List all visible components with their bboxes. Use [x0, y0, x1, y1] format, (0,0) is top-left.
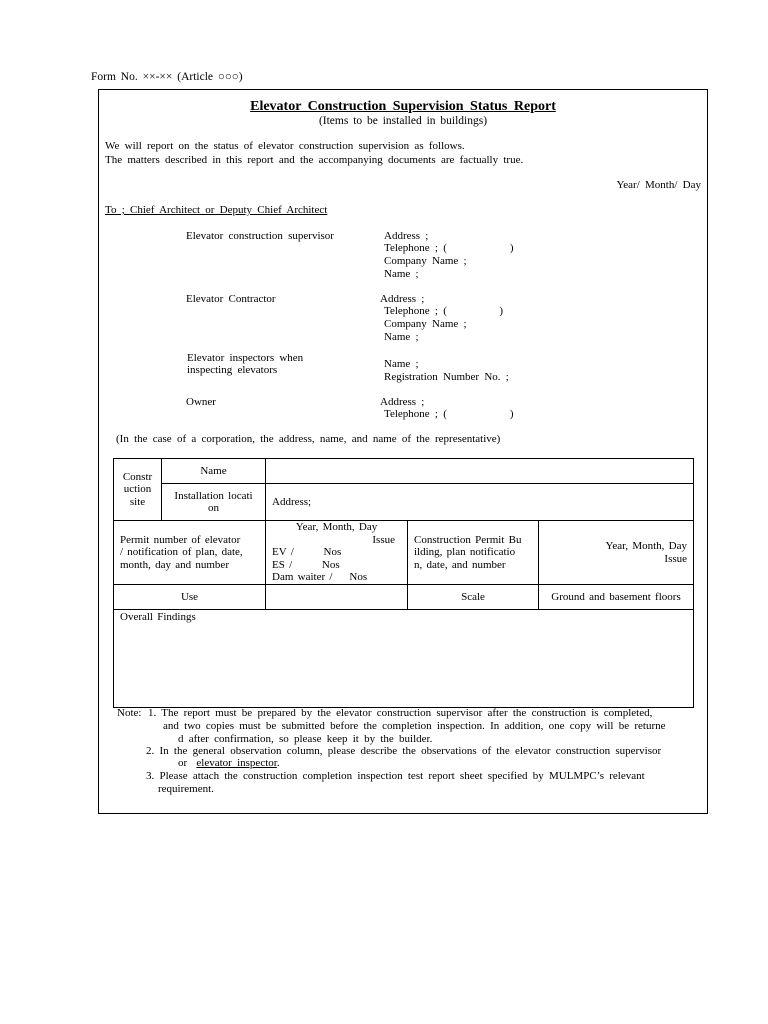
permit-date: Year, Month, Day — [295, 521, 378, 533]
addressee: To ; Chief Architect or Deputy Chief Architect — [105, 204, 328, 216]
report-date: Year/ Month/ Day — [616, 179, 701, 191]
es-count: ES / Nos — [272, 558, 340, 571]
intro-line-1: We will report on the status of elevator construction supervision as follows. — [105, 140, 465, 152]
cp-date: Year, Month, Day — [605, 540, 688, 552]
findings-label: Overall Findings — [120, 611, 196, 623]
scale-label-cell: Scale — [408, 585, 539, 610]
note-2-line-1: 2. In the general observation column, please describe the observations of the elevator construction supervisor — [146, 745, 662, 757]
contractor-label: Elevator Contractor — [186, 293, 276, 305]
note-3-line-2: requirement. — [158, 783, 214, 795]
note-2-period: . — [276, 757, 280, 769]
permit-details-cell[interactable] — [266, 521, 408, 585]
note-3-line-1: 3. Please attach the construction completion inspection test report sheet specified by MULMPC’s relevant — [146, 770, 645, 782]
supervisor-label: Elevator construction supervisor — [186, 230, 334, 242]
permit-issue: Issue — [372, 533, 395, 546]
cp-issue: Issue — [664, 552, 688, 565]
site-info-table — [113, 458, 694, 708]
owner-address: Address ; — [380, 396, 425, 408]
findings-cell[interactable] — [114, 610, 694, 708]
inspector-registration: Registration Number No. ; — [384, 371, 509, 383]
contractor-name: Name ; — [384, 331, 419, 343]
contractor-address: Address ; — [380, 293, 425, 305]
note-1-line-1: 1. The report must be prepared by the elevator construction supervisor after the construction is completed, — [148, 707, 653, 719]
inspector-label-line-1: Elevator inspectors when — [187, 352, 304, 364]
construction-permit-label-cell: Construction Permit Bu ilding, plan notificatio n, date, and number — [408, 521, 539, 585]
inspector-name: Name ; — [384, 358, 419, 370]
supervisor-name: Name ; — [384, 268, 419, 280]
note-prefix: Note: — [117, 707, 142, 719]
report-title: Elevator Construction Supervision Status Report — [250, 99, 556, 114]
use-value-cell[interactable] — [266, 585, 408, 610]
permit-label-cell: Permit number of elevator / notification of plan, date, month, day and number — [114, 521, 266, 585]
address-cell[interactable]: Address; — [266, 484, 694, 521]
name-label-cell: Name — [162, 459, 266, 484]
supervisor-company: Company Name ; — [384, 255, 467, 267]
form-number: Form No. ××-×× (Article ○○○) — [91, 71, 243, 83]
note-2-line-2 — [178, 757, 280, 770]
dumbwaiter-count: Dam waiter / Nos — [272, 571, 368, 583]
ev-count: EV / Nos — [272, 546, 342, 558]
owner-telephone: Telephone ; ( ) — [384, 408, 514, 420]
use-label-cell: Use — [114, 585, 266, 610]
note-1-line-3: d after confirmation, so please keep it by the builder. — [178, 733, 433, 745]
supervisor-address: Address ; — [384, 230, 429, 242]
site-name-value[interactable] — [266, 459, 694, 484]
contractor-telephone: Telephone ; ( ) — [384, 305, 504, 317]
inspector-label-line-2: inspecting elevators — [187, 364, 278, 376]
note-1-line-2: and two copies must be submitted before the completion inspection. In addition, one copy will be returne — [163, 720, 666, 732]
contractor-company: Company Name ; — [384, 318, 467, 330]
report-subtitle: (Items to be installed in buildings) — [318, 115, 488, 127]
location-label-cell: Installation locati on — [162, 484, 266, 521]
note-2-inspector: elevator inspector — [196, 757, 277, 769]
supervisor-telephone: Telephone ; ( ) — [384, 242, 514, 254]
intro-line-2: The matters described in this report and the accompanying documents are factually true. — [105, 154, 524, 166]
site-label-cell: Constr uction site — [114, 459, 162, 521]
floors-label-cell: Ground and basement floors — [539, 585, 694, 610]
owner-label: Owner — [186, 396, 216, 408]
corporation-note: (In the case of a corporation, the address, name, and name of the representative) — [116, 433, 501, 445]
note-2-or: or — [178, 757, 188, 769]
construction-permit-value-cell[interactable] — [539, 521, 694, 585]
